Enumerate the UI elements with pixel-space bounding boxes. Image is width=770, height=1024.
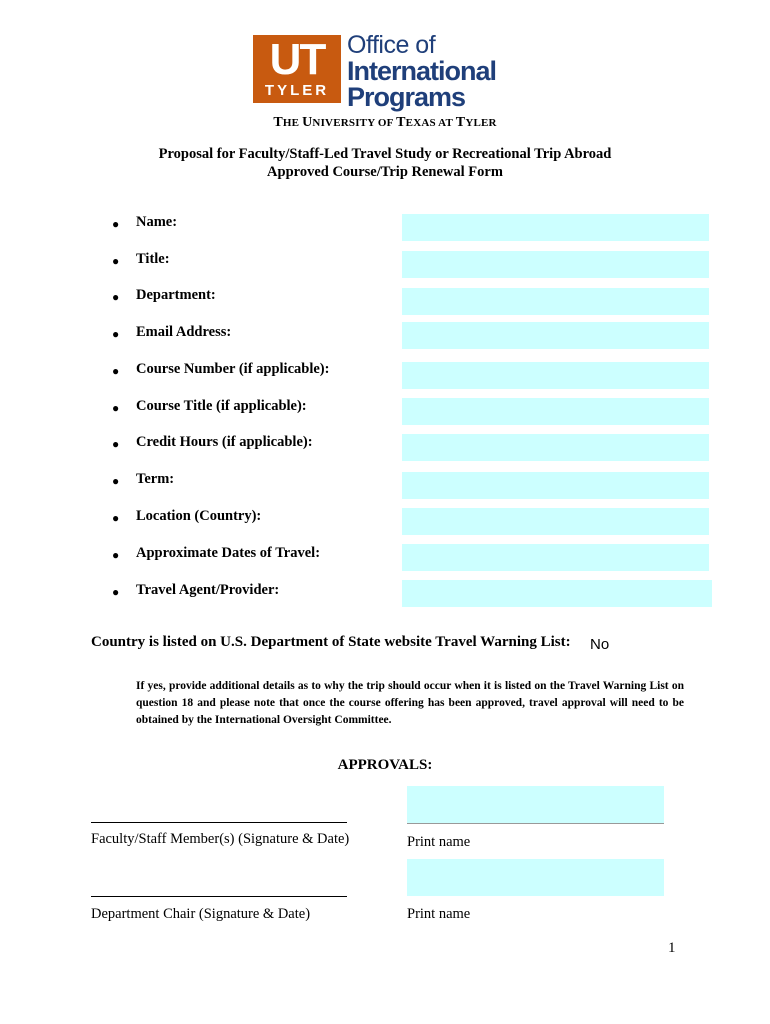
- field-label-course-number: Course Number (if applicable):: [136, 361, 330, 377]
- logo-line-programs: Programs: [347, 82, 466, 112]
- field-label-department: Department:: [136, 287, 216, 303]
- logo-line-office-of: Office of: [347, 31, 436, 59]
- field-label-term: Term:: [136, 471, 175, 487]
- bullet-icon: ●: [112, 254, 120, 268]
- credit-hours-field[interactable]: [402, 434, 709, 461]
- faculty-print-name-field[interactable]: [407, 786, 664, 823]
- office-logo-text: [347, 32, 496, 110]
- faculty-signature-line[interactable]: [91, 822, 347, 823]
- location-field[interactable]: [402, 508, 709, 535]
- travel-dates-field[interactable]: [402, 544, 709, 571]
- field-label-email: Email Address:: [136, 324, 232, 340]
- title-field[interactable]: [402, 251, 709, 278]
- travel-agent-field[interactable]: [402, 580, 712, 607]
- chair-print-name-label: Print name: [407, 906, 471, 922]
- approvals-heading: APPROVALS:: [337, 757, 433, 773]
- field-label-travel-agent: Travel Agent/Provider:: [136, 582, 280, 598]
- chair-signature-label: Department Chair (Signature & Date): [91, 906, 311, 922]
- bullet-icon: ●: [112, 585, 120, 599]
- bullet-icon: ●: [112, 401, 120, 415]
- logo-tyler-text: TYLER: [264, 82, 330, 99]
- field-label-travel-dates: Approximate Dates of Travel:: [136, 545, 321, 561]
- department-field[interactable]: [402, 288, 709, 315]
- course-title-field[interactable]: [402, 398, 709, 425]
- field-label-name: Name:: [136, 214, 178, 230]
- chair-signature-line[interactable]: [91, 896, 347, 897]
- name-field[interactable]: [402, 214, 709, 241]
- field-label-credit-hours: Credit Hours (if applicable):: [136, 434, 313, 450]
- faculty-print-name-line: [407, 823, 664, 824]
- bullet-icon: ●: [112, 364, 120, 378]
- proposal-title: Proposal for Faculty/Staff-Led Travel Study or Recreational Trip Abroad: [158, 146, 612, 162]
- bullet-icon: ●: [112, 437, 120, 451]
- logo-ut-letters: UT: [269, 35, 325, 84]
- field-label-title: Title:: [136, 251, 170, 267]
- field-label-course-title: Course Title (if applicable):: [136, 398, 307, 414]
- faculty-print-name-label: Print name: [407, 834, 471, 850]
- field-label-location: Location (Country):: [136, 508, 262, 524]
- chair-print-name-field[interactable]: [407, 859, 664, 896]
- bullet-icon: ●: [112, 474, 120, 488]
- university-name: THE UNIVERSITY OF TEXAS AT TYLER: [273, 115, 497, 130]
- bullet-icon: ●: [112, 290, 120, 304]
- bullet-icon: ●: [112, 511, 120, 525]
- logo-line-international: International: [347, 56, 497, 86]
- term-field[interactable]: [402, 472, 709, 499]
- faculty-signature-label: Faculty/Staff Member(s) (Signature & Date): [91, 831, 350, 847]
- course-number-field[interactable]: [402, 362, 709, 389]
- ut-tyler-logo-mark: [253, 35, 341, 103]
- travel-warning-label: Country is listed on U.S. Department of State website Travel Warning List:: [91, 634, 571, 650]
- travel-warning-note: If yes, provide additional details as to why the trip should occur when it is listed on the Travel Warning List on question 18 and please note that once the course offering has been approved, travel approval will need to be obtained by the International Oversight Committee.: [136, 680, 684, 726]
- travel-warning-value[interactable]: No: [590, 636, 610, 653]
- bullet-icon: ●: [112, 217, 120, 231]
- form-title: Approved Course/Trip Renewal Form: [267, 164, 503, 180]
- page-number: 1: [668, 940, 676, 956]
- email-field[interactable]: [402, 322, 709, 349]
- bullet-icon: ●: [112, 548, 120, 562]
- bullet-icon: ●: [112, 327, 120, 341]
